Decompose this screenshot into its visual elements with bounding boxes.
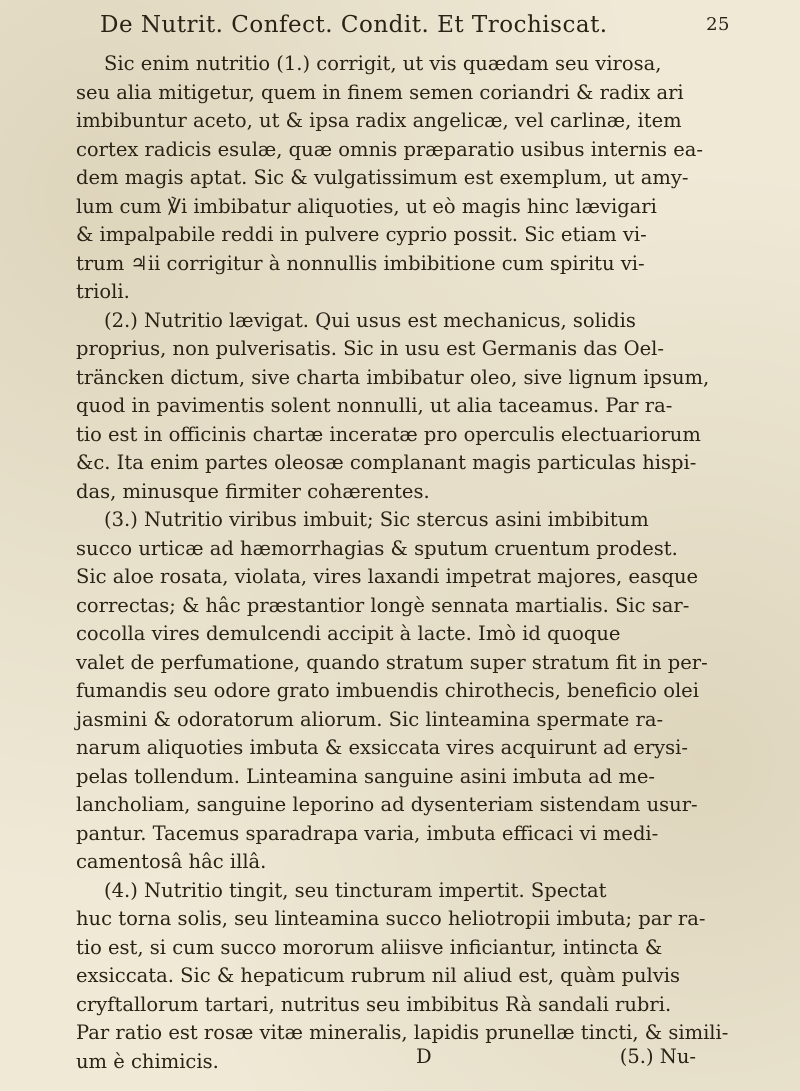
text-line: proprius, non pulverisatis. Sic in usu est Germanis das Oel- [76, 337, 664, 360]
text-line: cocolla vires demulcendi accipit à lacte. Imò id quoque [76, 622, 621, 645]
text-line: (3.) Nutritio viribus imbuit; Sic stercus asini imbibitum [104, 508, 649, 531]
text-line: lum cum ℣i imbibatur aliquoties, ut eò magis hinc lævigari [76, 194, 657, 218]
text-line: &c. Ita enim partes oleosæ complanant magis particulas hispi- [76, 451, 697, 474]
text-line: quod in pavimentis solent nonnulli, ut alia taceamus. Par ra- [76, 394, 673, 417]
text-line: pantur. Tacemus sparadrapa varia, imbuta efficaci vi medi- [76, 821, 659, 845]
text-line: cryftallorum tartari, nutritus seu imbibitus Rà sandali rubri. [76, 992, 672, 1016]
text-line: exsiccata. Sic & hepaticum rubrum nil aliud est, quàm pulvis [76, 964, 681, 987]
catchword: (5.) Nu- [619, 1045, 696, 1068]
text-line: seu alia mitigetur, quem in finem semen coriandri & radix ari [76, 80, 684, 104]
text-line: trioli. [76, 280, 130, 303]
text-line: narum aliquoties imbuta & exsiccata vires acquirunt ad erysi- [76, 736, 688, 759]
text-line: (2.) Nutritio lævigat. Qui usus est mechanicus, solidis [104, 308, 636, 332]
text-line: imbibuntur aceto, ut & ipsa radix angelicæ, vel carlinæ, item [76, 109, 682, 132]
text-line: & impalpabile reddi in pulvere cyprio possit. Sic etiam vi- [76, 223, 647, 246]
text-line: träncken dictum, sive charta imbibatur oleo, sive lignum ipsum, [76, 365, 710, 389]
text-line: (4.) Nutritio tingit, seu tincturam impertit. Spectat [104, 878, 607, 902]
text-line: cortex radicis esulæ, quæ omnis præparatio usibus internis ea- [76, 137, 703, 161]
text-line: pelas tollendum. Linteamina sanguine asini imbuta ad me- [76, 764, 656, 788]
text-line: correctas; & hâc præstantior longè sennata martialis. Sic sar- [76, 593, 690, 617]
text-line: jasmini & odoratorum aliorum. Sic linteamina spermate ra- [76, 707, 664, 731]
text-line: Sic aloe rosata, violata, vires laxandi impetrat majores, easque [76, 565, 699, 588]
text-line: lancholiam, sanguine leporino ad dysenteriam sistendam usur- [76, 793, 698, 816]
text-line: Par ratio est rosæ vitæ mineralis, lapidis prunellæ tincti, & simili- [76, 1021, 729, 1044]
running-header [100, 12, 730, 38]
text-line: dem magis aptat. Sic & vulgatissimum est exemplum, ut amy- [76, 166, 689, 189]
text-line: fumandis seu odore grato imbuendis chirothecis, beneficio olei [76, 679, 699, 702]
page-number: 25 [706, 14, 730, 35]
text-line: huc torna solis, seu linteamina succo heliotropii imbuta; par ra- [76, 907, 706, 930]
text-line: tio est, si cum succo mororum aliisve inficiantur, intincta & [76, 935, 663, 959]
text-line: valet de perfumatione, quando stratum super stratum fit in per- [76, 650, 708, 674]
text-line: Sic enim nutritio (1.) corrigit, ut vis quædam seu virosa, [104, 52, 662, 75]
body-text [76, 50, 729, 1076]
text-line: das, minusque firmiter cohærentes. [76, 479, 430, 503]
text-line: tio est in officinis chartæ inceratæ pro operculis electuariorum [76, 422, 701, 446]
text-line: um è chimicis. [76, 1049, 219, 1073]
signature-mark: D [416, 1045, 432, 1068]
text-line: trum ♃ii corrigitur à nonnullis imbibitione cum spiritu vi- [76, 251, 645, 275]
text-line: succo urticæ ad hæmorrhagias & sputum cruentum prodest. [76, 536, 678, 560]
text-line: camentosâ hâc illâ. [76, 850, 267, 873]
header-title: De Nutrit. Confect. Condit. Et Trochiscat. [100, 12, 608, 38]
